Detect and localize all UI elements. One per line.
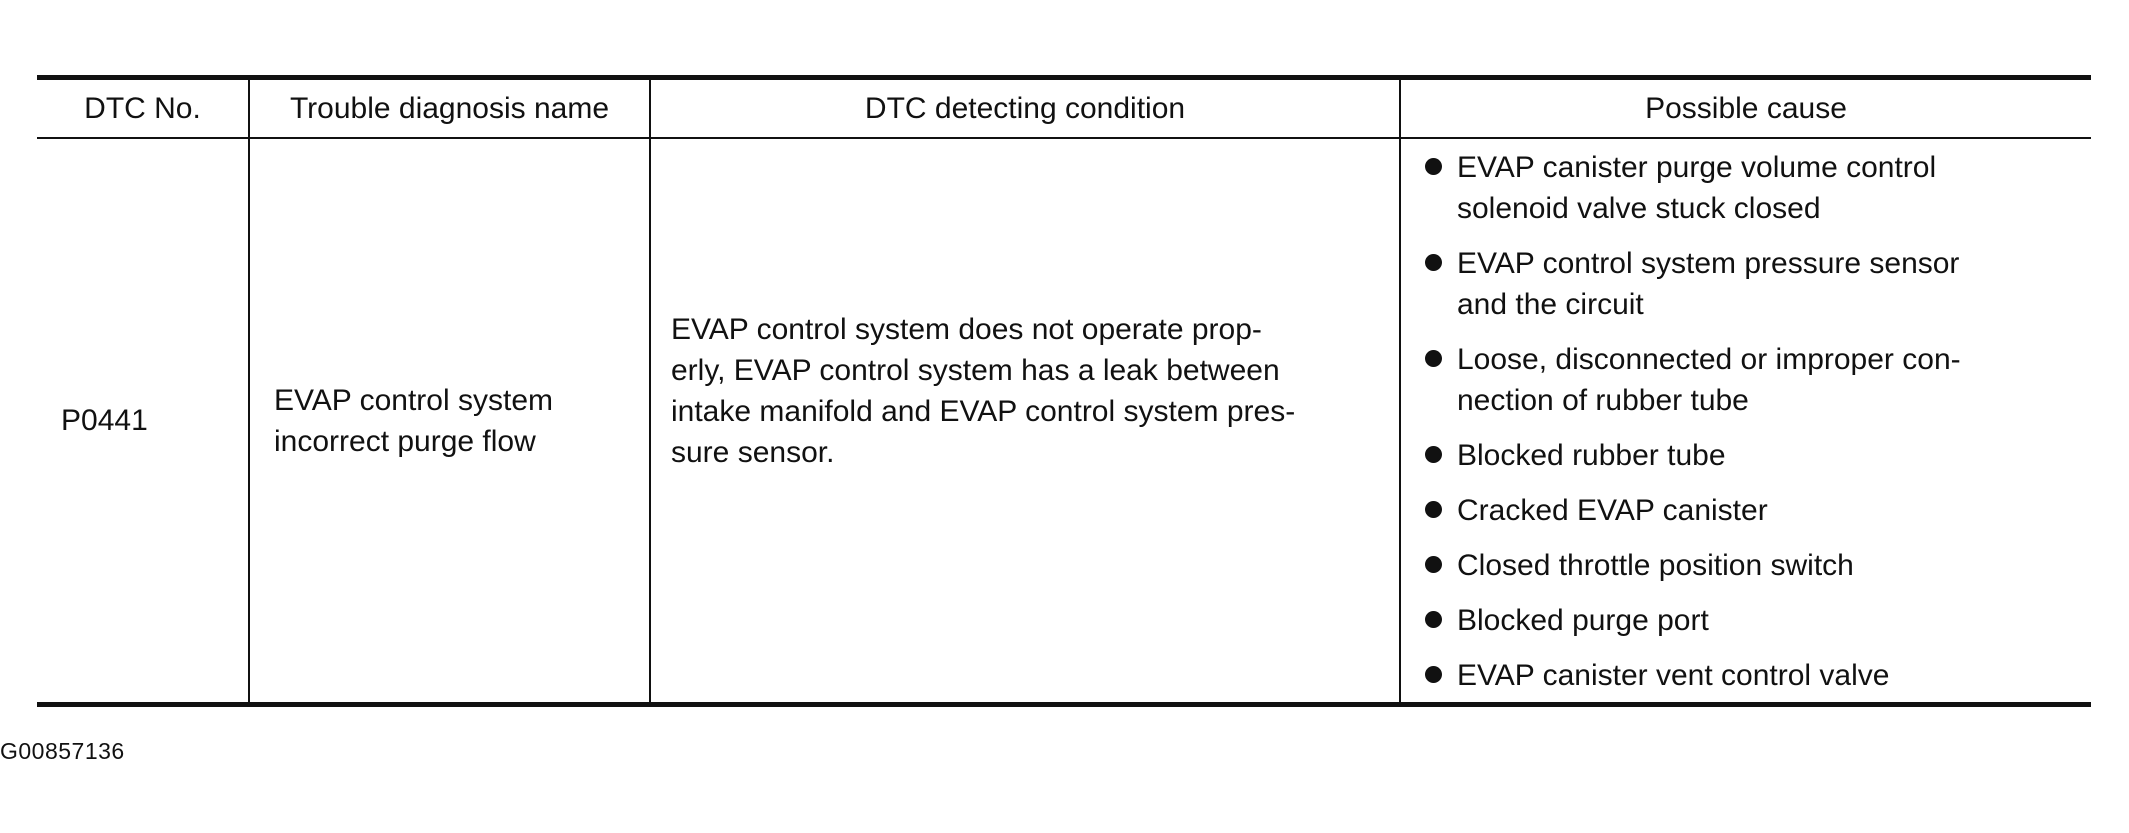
list-item xyxy=(1425,600,2079,641)
header-possible-cause: Possible cause xyxy=(1400,78,2091,139)
condition-line: erly, EVAP control system has a leak between xyxy=(671,354,1280,387)
list-item xyxy=(1425,435,2079,476)
list-item xyxy=(1425,147,2079,229)
bullet-icon xyxy=(1425,158,1442,175)
cause-line: Closed throttle position switch xyxy=(1457,549,1854,582)
cause-line: nection of rubber tube xyxy=(1457,384,1749,417)
bullet-icon xyxy=(1425,254,1442,271)
trouble-name-line: incorrect purge flow xyxy=(274,424,536,458)
trouble-name-line: EVAP control system xyxy=(274,383,553,417)
bullet-icon xyxy=(1425,666,1442,683)
bullet-icon xyxy=(1425,556,1442,573)
cause-line: and the circuit xyxy=(1457,288,1644,321)
condition-line: EVAP control system does not operate prop- xyxy=(671,313,1262,346)
cause-line: solenoid valve stuck closed xyxy=(1457,192,1821,225)
dtc-code: P0441 xyxy=(61,404,148,437)
trouble-name-cell xyxy=(249,138,650,705)
list-item xyxy=(1425,545,2079,586)
list-item xyxy=(1425,339,2079,421)
cause-line: Loose, disconnected or improper con- xyxy=(1457,343,1961,376)
list-item xyxy=(1425,243,2079,325)
cause-line: EVAP canister vent control valve xyxy=(1457,659,1890,692)
list-item xyxy=(1425,490,2079,531)
possible-cause-list xyxy=(1425,147,2079,696)
bullet-icon xyxy=(1425,350,1442,367)
cause-line: EVAP control system pressure sensor xyxy=(1457,247,1960,280)
header-dtc-no: DTC No. xyxy=(37,78,249,139)
cause-line: EVAP canister purge volume control xyxy=(1457,151,1937,184)
cause-line: Blocked rubber tube xyxy=(1457,439,1726,472)
figure-id: G00857136 xyxy=(0,738,125,764)
bullet-icon xyxy=(1425,611,1442,628)
cause-line: Cracked EVAP canister xyxy=(1457,494,1768,527)
condition-line: intake manifold and EVAP control system pres- xyxy=(671,395,1296,428)
list-item xyxy=(1425,655,2079,696)
cause-line: Blocked purge port xyxy=(1457,604,1709,637)
bullet-icon xyxy=(1425,501,1442,518)
header-dtc-detecting-condition: DTC detecting condition xyxy=(650,78,1400,139)
dtc-table xyxy=(37,75,2091,707)
bullet-icon xyxy=(1425,446,1442,463)
header-trouble-diagnosis-name: Trouble diagnosis name xyxy=(249,78,650,139)
condition-cell xyxy=(650,138,1400,705)
header-row xyxy=(37,78,2091,139)
possible-cause-cell xyxy=(1400,138,2091,705)
condition-line: sure sensor. xyxy=(671,436,835,469)
dtc-code-cell xyxy=(37,138,249,705)
table-row xyxy=(37,138,2091,705)
